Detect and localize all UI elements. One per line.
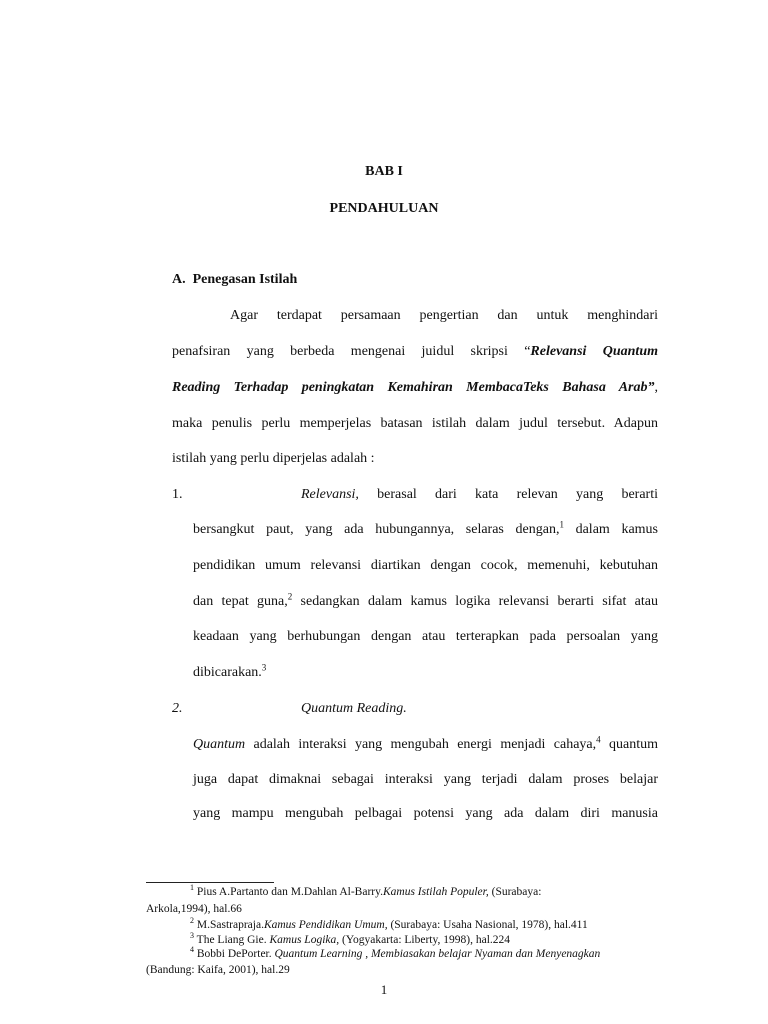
section-heading [172,272,297,288]
intro-line-2: penafsiran yang berbeda mengenai juidul skripsi “Relevansi Quantum [172,344,658,359]
item-2-line-2: juga dapat dimaknai sebagai interaksi yang terjadi dalam proses belajar [193,772,658,787]
item-2-number: 2. [172,701,183,716]
footnote-ref-3: 3 [261,662,267,673]
thesis-title-part-1: Relevansi Quantum [530,344,658,359]
page-number: 1 [380,982,388,997]
item-1-line-2: bersangkut paut, yang ada hubungannya, selaras dengan,$^1$ dalam kamus [193,519,658,537]
footnote-1-cont: Arkola,1994), hal.66 [146,903,242,915]
thesis-title-part-2: Reading Terhadap peningkatan Kemahiran MembacaTeks Bahasa Arab” [172,380,655,395]
section-label: A. [172,272,186,287]
item-1-line-3: pendidikan umum relevansi diartikan dengan cocok, memenuhi, kebutuhan [193,558,658,573]
chapter-heading: BAB I [365,164,403,179]
item-1-term: Relevansi, [301,487,359,502]
item-2-term: Quantum Reading. [301,701,407,716]
intro-line-5: istilah yang perlu diperjelas adalah : [172,451,375,466]
intro-line-4: maka penulis perlu memperjelas batasan istilah dalam judul tersebut. Adapun [172,416,658,431]
item-1-line-1: Relevansi, berasal dari kata relevan yang berarti [301,487,658,502]
footnote-4: $^4$ Bobbi DePorter. Quantum Learning , Membiasakan belajar Nyaman dan Menyenagkan [190,945,601,960]
intro-line-3: Reading Terhadap peningkatan Kemahiran MembacaTeks Bahasa Arab”, [172,380,658,395]
item-1-line-4: dan tepat guna,$^2$ sedangkan dalam kamus logika relevansi berarti sifat atau [193,591,659,609]
footnote-1: $^1$ Pius A.Partanto dan M.Dahlan Al-Barry.Kamus Istilah Populer, (Surabaya: [190,883,542,898]
chapter-title: PENDAHULUAN [329,201,439,216]
item-2-line-1: Quantum adalah interaksi yang mengubah energi menjadi cahaya,$^4$ quantum [193,734,658,752]
footnote-4-cont: (Bandung: Kaifa, 2001), hal.29 [146,964,290,976]
footnote-3: $^3$ The Liang Gie. Kamus Logika, (Yogyakarta: Liberty, 1998), hal.224 [190,931,511,946]
footnote-ref-2: 2 [287,591,293,602]
section-title: Penegasan Istilah [192,272,298,287]
item-1-line-6: dibicarakan.$^3$ [193,662,267,680]
footnote-ref-4: 4 [596,734,601,745]
intro-line-1: Agar terdapat persamaan pengertian dan untuk menghindari [230,308,658,323]
footnote-ref-1: 1 [559,519,564,530]
item-1-number: 1. [172,487,183,502]
item-1-line-5: keadaan yang berhubungan dengan atau terterapkan pada persoalan yang [193,629,658,644]
item-2-line-3: yang mampu mengubah pelbagai potensi yang ada dalam diri manusia [193,806,658,821]
footnote-separator [146,882,274,883]
footnote-2: $^2$ M.Sastrapraja.Kamus Pendidikan Umum, (Surabaya: Usaha Nasional, 1978), hal.411 [190,916,588,931]
